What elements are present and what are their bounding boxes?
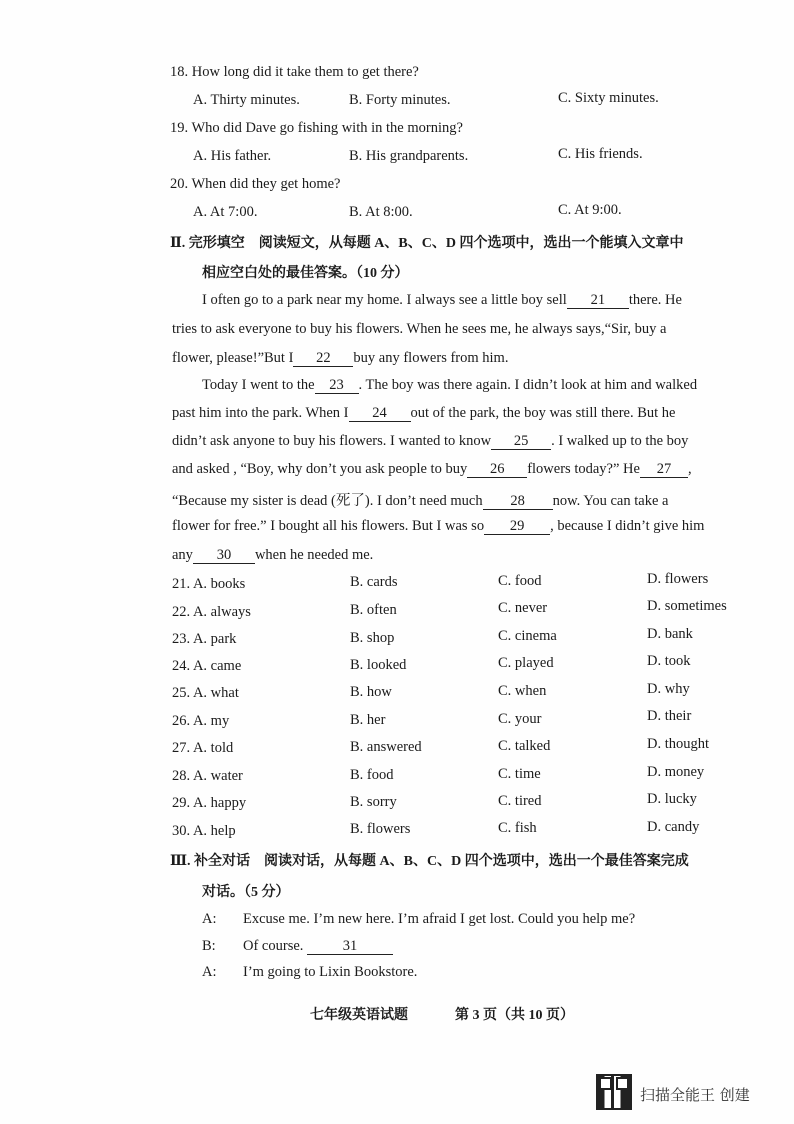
blank-28: 28 xyxy=(483,494,553,510)
option-21d: D. flowers xyxy=(647,571,709,587)
option-30d: D. candy xyxy=(647,819,700,835)
blank-26: 26 xyxy=(467,462,527,478)
blank-25: 25 xyxy=(491,434,551,450)
blank-21: 21 xyxy=(567,293,629,309)
option-26d: D. their xyxy=(647,708,692,724)
option-21c: C. food xyxy=(498,573,542,589)
dialog-line-1: Excuse me. I’m new here. I’m afraid I get lost. Could you help me? xyxy=(243,911,636,927)
passage-line-7: and asked , “Boy, why don’t you ask people to buy 26 flowers today?” He 27 , xyxy=(172,461,692,477)
option-27b: B. answered xyxy=(350,739,422,755)
option-29b: B. sorry xyxy=(350,794,397,810)
blank-27: 27 xyxy=(640,462,688,478)
question-20: 20. When did they get home? xyxy=(170,176,341,192)
option-18c: C. Sixty minutes. xyxy=(558,90,659,106)
section-2-heading: Ⅱ. 完形填空 阅读短文，从每题 A、B、C、D 四个选项中，选出一个能填入文章中 xyxy=(170,236,684,251)
dialog-speaker-2: B: xyxy=(202,938,216,954)
option-19b: B. His grandparents. xyxy=(349,148,469,164)
option-24a: 24. A. came xyxy=(172,658,242,674)
blank-31: 31 xyxy=(307,939,393,955)
option-30a: 30. A. help xyxy=(172,823,236,839)
option-29c: C. tired xyxy=(498,793,542,809)
option-25d: D. why xyxy=(647,681,690,697)
passage-line-8: “Because my sister is dead (死了). I don’t need much 28 now. You can take a xyxy=(172,493,669,509)
option-24b: B. looked xyxy=(350,657,407,673)
option-21a: 21. A. books xyxy=(172,576,246,592)
option-26c: C. your xyxy=(498,711,542,727)
option-29d: D. lucky xyxy=(647,791,697,807)
option-28d: D. money xyxy=(647,764,705,780)
question-18: 18. How long did it take them to get there? xyxy=(170,64,419,80)
option-25c: C. when xyxy=(498,683,547,699)
option-30b: B. flowers xyxy=(350,821,411,837)
option-23c: C. cinema xyxy=(498,628,557,644)
passage-line-9: flower for free.” I bought all his flowers. But I was so 29 , because I didn’t give him xyxy=(172,518,705,534)
blank-24: 24 xyxy=(349,406,411,422)
dialog-speaker-1: A: xyxy=(202,911,217,927)
passage-line-6: didn’t ask anyone to buy his flowers. I wanted to know 25 . I walked up to the boy xyxy=(172,433,689,449)
option-22a: 22. A. always xyxy=(172,604,251,620)
option-20b: B. At 8:00. xyxy=(349,204,413,220)
section-2-heading-cont: 相应空白处的最佳答案。（10 分） xyxy=(202,266,409,281)
passage-line-4: Today I went to the 23 . The boy was there again. I didn’t look at him and walked xyxy=(202,377,698,393)
option-22d: D. sometimes xyxy=(647,598,727,614)
option-20a: A. At 7:00. xyxy=(193,204,258,220)
option-27c: C. talked xyxy=(498,738,551,754)
option-23a: 23. A. park xyxy=(172,631,237,647)
blank-22: 22 xyxy=(293,351,353,367)
scanner-watermark: 扫描全能王 创建 xyxy=(640,1086,750,1104)
option-19c: C. His friends. xyxy=(558,146,643,162)
footer-page: 第 3 页（共 10 页） xyxy=(455,1008,574,1023)
dialog-line-3: I’m going to Lixin Bookstore. xyxy=(243,964,418,980)
option-26a: 26. A. my xyxy=(172,713,230,729)
qr-code-icon xyxy=(596,1074,632,1110)
option-25a: 25. A. what xyxy=(172,685,239,701)
footer-title: 七年级英语试题 xyxy=(310,1008,408,1023)
dialog-speaker-3: A: xyxy=(202,964,217,980)
option-28a: 28. A. water xyxy=(172,768,243,784)
option-24d: D. took xyxy=(647,653,691,669)
option-24c: C. played xyxy=(498,655,554,671)
option-18a: A. Thirty minutes. xyxy=(193,92,300,108)
option-26b: B. her xyxy=(350,712,386,728)
option-28c: C. time xyxy=(498,766,541,782)
option-27a: 27. A. told xyxy=(172,740,234,756)
section-3-heading: Ⅲ. 补全对话 阅读对话，从每题 A、B、C、D 四个选项中，选出一个最佳答案完成 xyxy=(170,854,689,869)
blank-29: 29 xyxy=(484,519,550,535)
section-3-heading-cont: 对话。（5 分） xyxy=(202,885,290,900)
passage-line-2: tries to ask everyone to buy his flowers. When he sees me, he always says,“Sir, buy a xyxy=(172,321,667,337)
passage-line-10: any 30 when he needed me. xyxy=(172,547,374,563)
option-23d: D. bank xyxy=(647,626,693,642)
dialog-line-2: Of course. 31 xyxy=(243,938,393,955)
option-20c: C. At 9:00. xyxy=(558,202,622,218)
option-18b: B. Forty minutes. xyxy=(349,92,451,108)
blank-30: 30 xyxy=(193,548,255,564)
option-30c: C. fish xyxy=(498,820,537,836)
option-22b: B. often xyxy=(350,602,397,618)
option-27d: D. thought xyxy=(647,736,710,752)
option-22c: C. never xyxy=(498,600,548,616)
blank-23: 23 xyxy=(315,378,359,394)
option-21b: B. cards xyxy=(350,574,398,590)
passage-line-5: past him into the park. When I 24 out of the park, the boy was still there. But he xyxy=(172,405,676,421)
option-28b: B. food xyxy=(350,767,394,783)
passage-line-1: I often go to a park near my home. I always see a little boy sell 21 there. He xyxy=(202,292,682,308)
option-29a: 29. A. happy xyxy=(172,795,247,811)
option-19a: A. His father. xyxy=(193,148,272,164)
option-25b: B. how xyxy=(350,684,392,700)
question-19: 19. Who did Dave go fishing with in the morning? xyxy=(170,120,463,136)
passage-line-3: flower, please!”But I 22 buy any flowers from him. xyxy=(172,350,509,366)
option-23b: B. shop xyxy=(350,630,395,646)
